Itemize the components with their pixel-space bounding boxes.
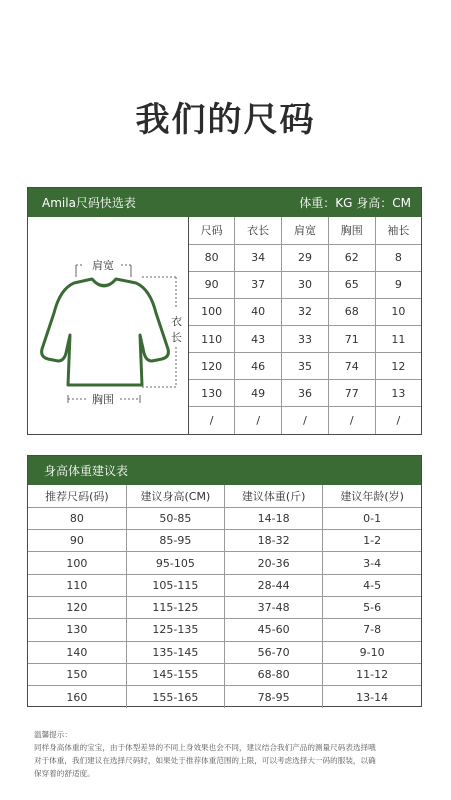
table-row: [189, 271, 421, 298]
table-row: [189, 298, 421, 325]
header-cell: 肩宽: [282, 217, 329, 244]
header-cell: 建议体重(斤): [225, 485, 323, 507]
table-cell: 13-14: [356, 690, 389, 704]
table-cell: 35: [282, 353, 329, 380]
table-cell: /: [282, 407, 329, 434]
table-row: [28, 574, 421, 596]
table-cell: 155-165: [126, 686, 224, 708]
table-row: [28, 552, 421, 574]
table-cell: 90: [28, 530, 126, 552]
table-cell: 33: [282, 326, 329, 353]
table-cell: /: [396, 414, 401, 428]
notes: [34, 728, 424, 780]
table-row: [189, 380, 421, 407]
quick-table-header: [28, 188, 421, 217]
table-cell: 130: [189, 380, 235, 407]
table-row: [28, 641, 421, 663]
table-cell: 28-44: [225, 574, 323, 596]
header-cell: 衣长: [235, 217, 282, 244]
table-cell: 150: [28, 663, 126, 685]
table-cell: 65: [328, 271, 375, 298]
table-row: [28, 530, 421, 552]
table-cell: 80: [189, 244, 235, 271]
table-cell: 62: [328, 244, 375, 271]
table-cell: 77: [328, 380, 375, 407]
table-cell: 135-145: [126, 641, 224, 663]
header-cell: 袖长: [375, 217, 421, 244]
table-cell: 37-48: [225, 596, 323, 618]
table-cell: 68-80: [225, 663, 323, 685]
table-cell: 100: [28, 552, 126, 574]
notes-line: 对于体重，我们建议在选择尺码时，如果处于推荐体重范围的上限，可以考虑选择大一码的服装，以确: [34, 756, 376, 765]
table-cell: 160: [28, 686, 126, 708]
table-cell: 68: [328, 298, 375, 325]
table-cell: 71: [328, 326, 375, 353]
chest-label: 胸围: [92, 393, 114, 406]
table-row: [189, 244, 421, 271]
table-cell: 8: [375, 244, 421, 271]
table-cell: 110: [28, 574, 126, 596]
quick-table-units: 体重：KG 身高：CM: [299, 196, 411, 210]
table-cell: 32: [282, 298, 329, 325]
table-cell: 85-95: [126, 530, 224, 552]
header-cell: 尺码: [189, 217, 235, 244]
notes-heading: 温馨提示：: [34, 730, 72, 739]
table-cell: 36: [282, 380, 329, 407]
table-cell: 30: [282, 271, 329, 298]
table-header-row: [189, 217, 421, 244]
notes-line: 保穿着的舒适度。: [34, 769, 95, 778]
table-row: [28, 507, 421, 529]
table-cell: 125-135: [126, 619, 224, 641]
table-cell: 5-6: [323, 596, 421, 618]
table-cell: 90: [189, 271, 235, 298]
table-cell: 34: [235, 244, 282, 271]
header-cell: 推荐尺码(码): [28, 485, 126, 507]
length-label-2: 长: [171, 331, 182, 344]
table-cell: /: [189, 407, 235, 434]
table-row: [28, 663, 421, 685]
table-cell: 80: [28, 507, 126, 529]
quick-size-table: [27, 187, 422, 435]
table-row: [28, 596, 421, 618]
table-cell: 1-2: [323, 530, 421, 552]
table-cell: 140: [28, 641, 126, 663]
table-cell: 14-18: [225, 507, 323, 529]
table-cell: 45-60: [225, 619, 323, 641]
table-cell: 49: [235, 380, 282, 407]
table-cell: 7-8: [323, 619, 421, 641]
table-cell: 95-105: [126, 552, 224, 574]
table-cell: 18-32: [225, 530, 323, 552]
table-cell: 10: [375, 298, 421, 325]
table-cell: 9: [375, 271, 421, 298]
table-cell: 0-1: [323, 507, 421, 529]
header-cell: 建议身高(CM): [126, 485, 224, 507]
table-row: [189, 353, 421, 380]
recommendation-table: [27, 455, 422, 707]
table-row: [189, 407, 421, 434]
table-cell: 145-155: [126, 663, 224, 685]
table-cell: 29: [282, 244, 329, 271]
table-cell: 46: [235, 353, 282, 380]
table-cell: 115-125: [126, 596, 224, 618]
table-cell: 9-10: [323, 641, 421, 663]
table-cell: 110: [189, 326, 235, 353]
table-cell: 100: [189, 298, 235, 325]
table-cell: /: [235, 407, 282, 434]
table-row: [189, 326, 421, 353]
quick-size-grid: [189, 217, 421, 434]
header-cell: 建议年龄(岁): [323, 485, 421, 507]
table-cell: 11: [375, 326, 421, 353]
table-cell: /: [328, 407, 375, 434]
table-cell: 3-4: [323, 552, 421, 574]
quick-table-title: Amila尺码快选表: [42, 196, 136, 210]
table-cell: 40: [235, 298, 282, 325]
table-row: [28, 619, 421, 641]
table-cell: 20-36: [225, 552, 323, 574]
page-title: 我们的尺码: [135, 100, 316, 140]
shoulder-label: 肩宽: [92, 259, 114, 272]
table-row: [28, 686, 421, 708]
table-cell: 56-70: [225, 641, 323, 663]
table-cell: 105-115: [126, 574, 224, 596]
table-cell: 12: [375, 353, 421, 380]
table-cell: 120: [189, 353, 235, 380]
table-cell: 13: [375, 380, 421, 407]
table-cell: 130: [28, 619, 126, 641]
table-cell: 43: [235, 326, 282, 353]
table-header-row: [28, 485, 421, 507]
table-cell: 74: [328, 353, 375, 380]
rec-table-title: 身高体重建议表: [44, 464, 129, 478]
length-label-1: 衣: [171, 315, 182, 328]
notes-line: 同样身高体重的宝宝，由于体型差异的不同上身效果也会不同，建议结合我们产品的测量尺码表选择哦: [34, 743, 376, 752]
table-cell: 4-5: [323, 574, 421, 596]
table-cell: 50-85: [126, 507, 224, 529]
header-cell: 胸围: [328, 217, 375, 244]
table-cell: 11-12: [323, 663, 421, 685]
table-cell: 78-95: [225, 686, 323, 708]
garment-diagram: [28, 217, 189, 434]
rec-table-header: [28, 456, 421, 485]
table-cell: 120: [28, 596, 126, 618]
rec-grid: [28, 485, 421, 708]
table-cell: 37: [235, 271, 282, 298]
